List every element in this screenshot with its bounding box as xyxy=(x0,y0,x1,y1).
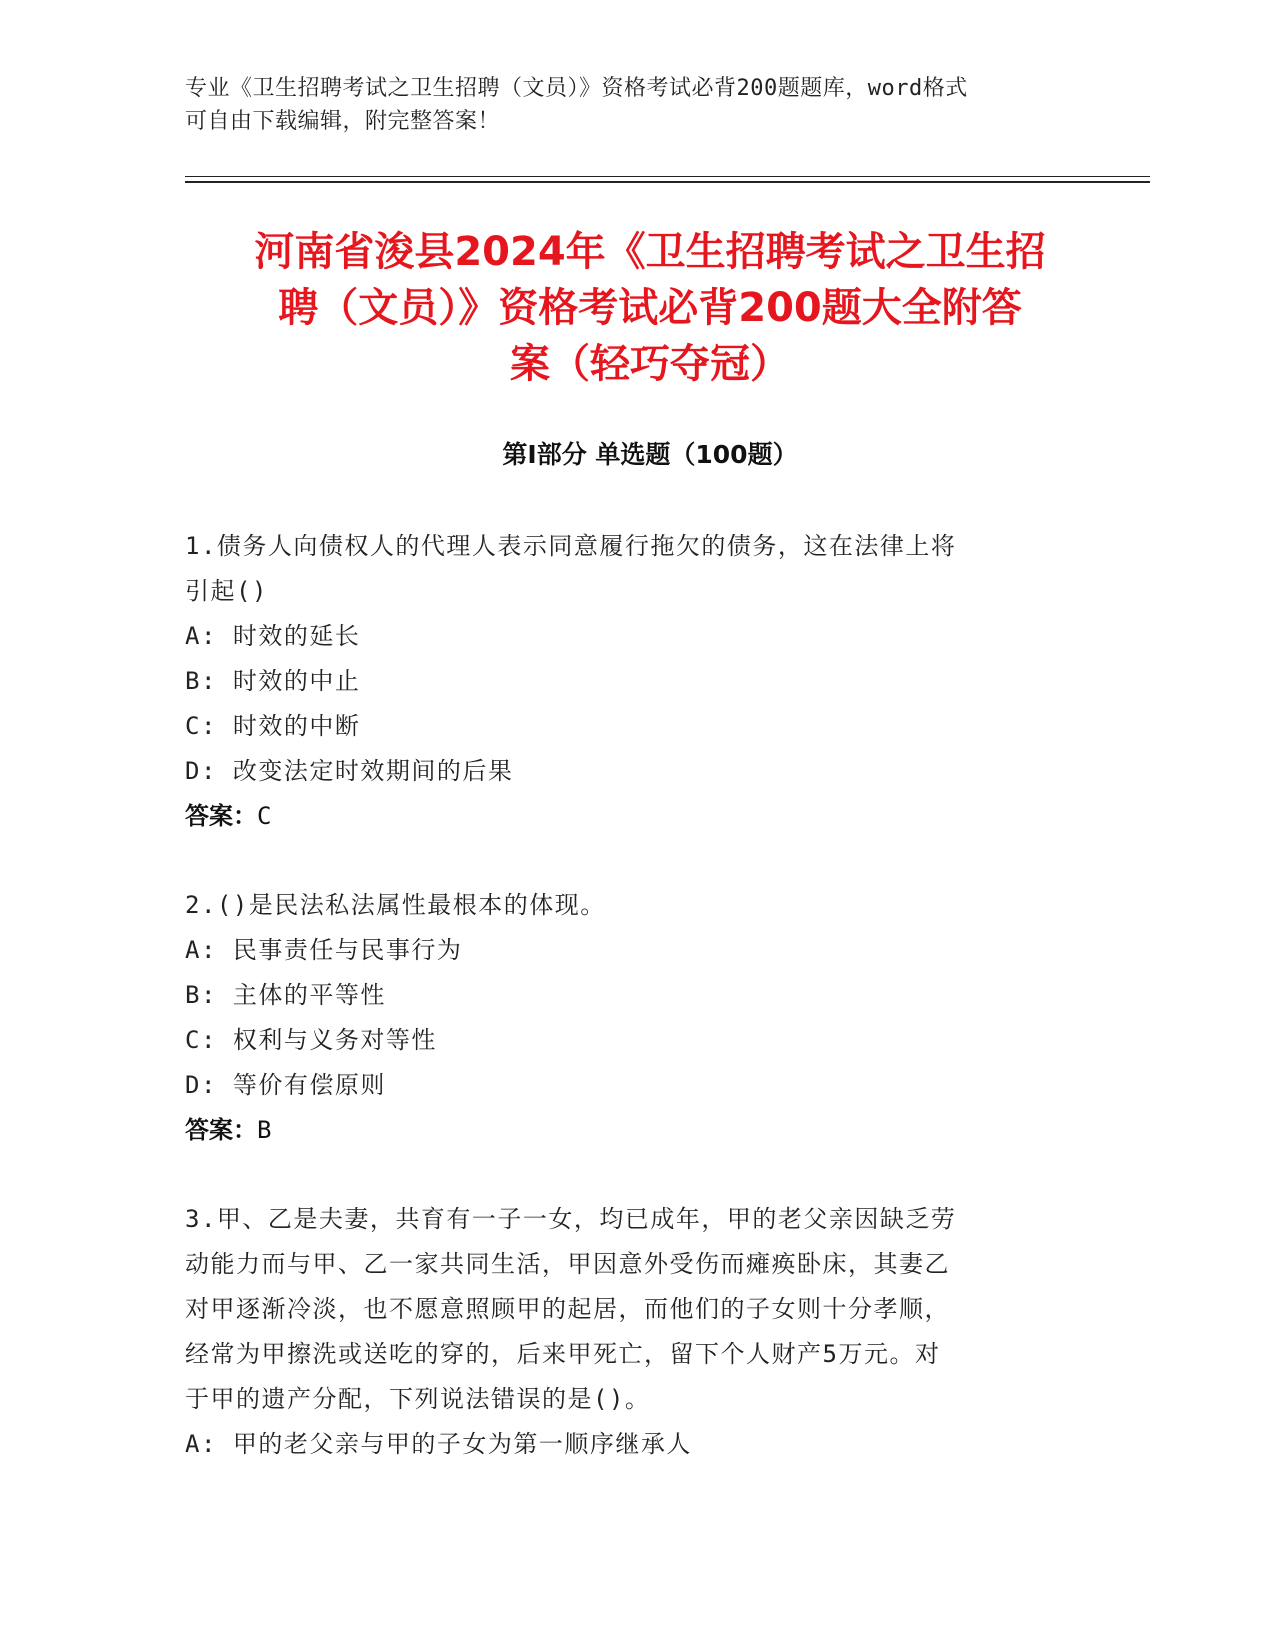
question-stem-line: 1.债务人向债权人的代理人表示同意履行拖欠的债务，这在法律上将 xyxy=(185,532,957,560)
option-d: D: 改变法定时效期间的后果 xyxy=(185,757,514,785)
option-a: A: 甲的老父亲与甲的子女为第一顺序继承人 xyxy=(185,1430,692,1458)
question-1 xyxy=(185,524,1065,839)
question-stem-line: 对甲逐渐冷淡，也不愿意照顾甲的起居，而他们的子女则十分孝顺， xyxy=(185,1295,950,1323)
title-line-3: 案（轻巧夺冠） xyxy=(510,341,790,387)
option-c: C: 权利与义务对等性 xyxy=(185,1026,437,1054)
question-2 xyxy=(185,883,1065,1153)
question-stem-line: 2.()是民法私法属性最根本的体现。 xyxy=(185,891,606,919)
question-stem-line: 动能力而与甲、乙一家共同生活，甲因意外受伤而瘫痪卧床，其妻乙 xyxy=(185,1250,950,1278)
question-stem-line: 于甲的遗产分配，下列说法错误的是()。 xyxy=(185,1385,651,1413)
question-list xyxy=(185,524,1065,1511)
option-d: D: 等价有偿原则 xyxy=(185,1071,386,1099)
section-title: 第Ⅰ部分 单选题（100题） xyxy=(502,440,798,469)
answer-line xyxy=(185,794,1065,839)
header-note-line-2: 可自由下载编辑，附完整答案！ xyxy=(185,109,501,134)
header-note xyxy=(185,72,1065,138)
answer-label: 答案： xyxy=(185,1116,257,1144)
header-divider-thin xyxy=(185,176,1150,177)
option-b: B: 主体的平等性 xyxy=(185,981,386,1009)
question-3 xyxy=(185,1197,1065,1467)
document-title xyxy=(150,224,1150,392)
option-a: A: 民事责任与民事行为 xyxy=(185,936,463,964)
answer-label: 答案： xyxy=(185,802,257,830)
question-stem-line: 经常为甲擦洗或送吃的穿的，后来甲死亡，留下个人财产5万元。对 xyxy=(185,1340,941,1368)
title-line-2: 聘（文员）》资格考试必背200题大全附答 xyxy=(278,285,1022,331)
option-b: B: 时效的中止 xyxy=(185,667,361,695)
option-a: A: 时效的延长 xyxy=(185,622,361,650)
answer-value: B xyxy=(257,1116,272,1144)
question-stem-line: 3.甲、乙是夫妻，共育有一子一女，均已成年，甲的老父亲因缺乏劳 xyxy=(185,1205,957,1233)
header-note-line-1: 专业《卫生招聘考试之卫生招聘（文员）》资格考试必背200题题库，word格式 xyxy=(185,76,968,101)
answer-value: C xyxy=(257,802,272,830)
option-c: C: 时效的中断 xyxy=(185,712,361,740)
question-stem-line: 引起() xyxy=(185,577,268,605)
answer-line xyxy=(185,1108,1065,1153)
title-line-1: 河南省浚县2024年《卫生招聘考试之卫生招 xyxy=(254,229,1046,275)
header-divider-thick xyxy=(185,181,1150,183)
